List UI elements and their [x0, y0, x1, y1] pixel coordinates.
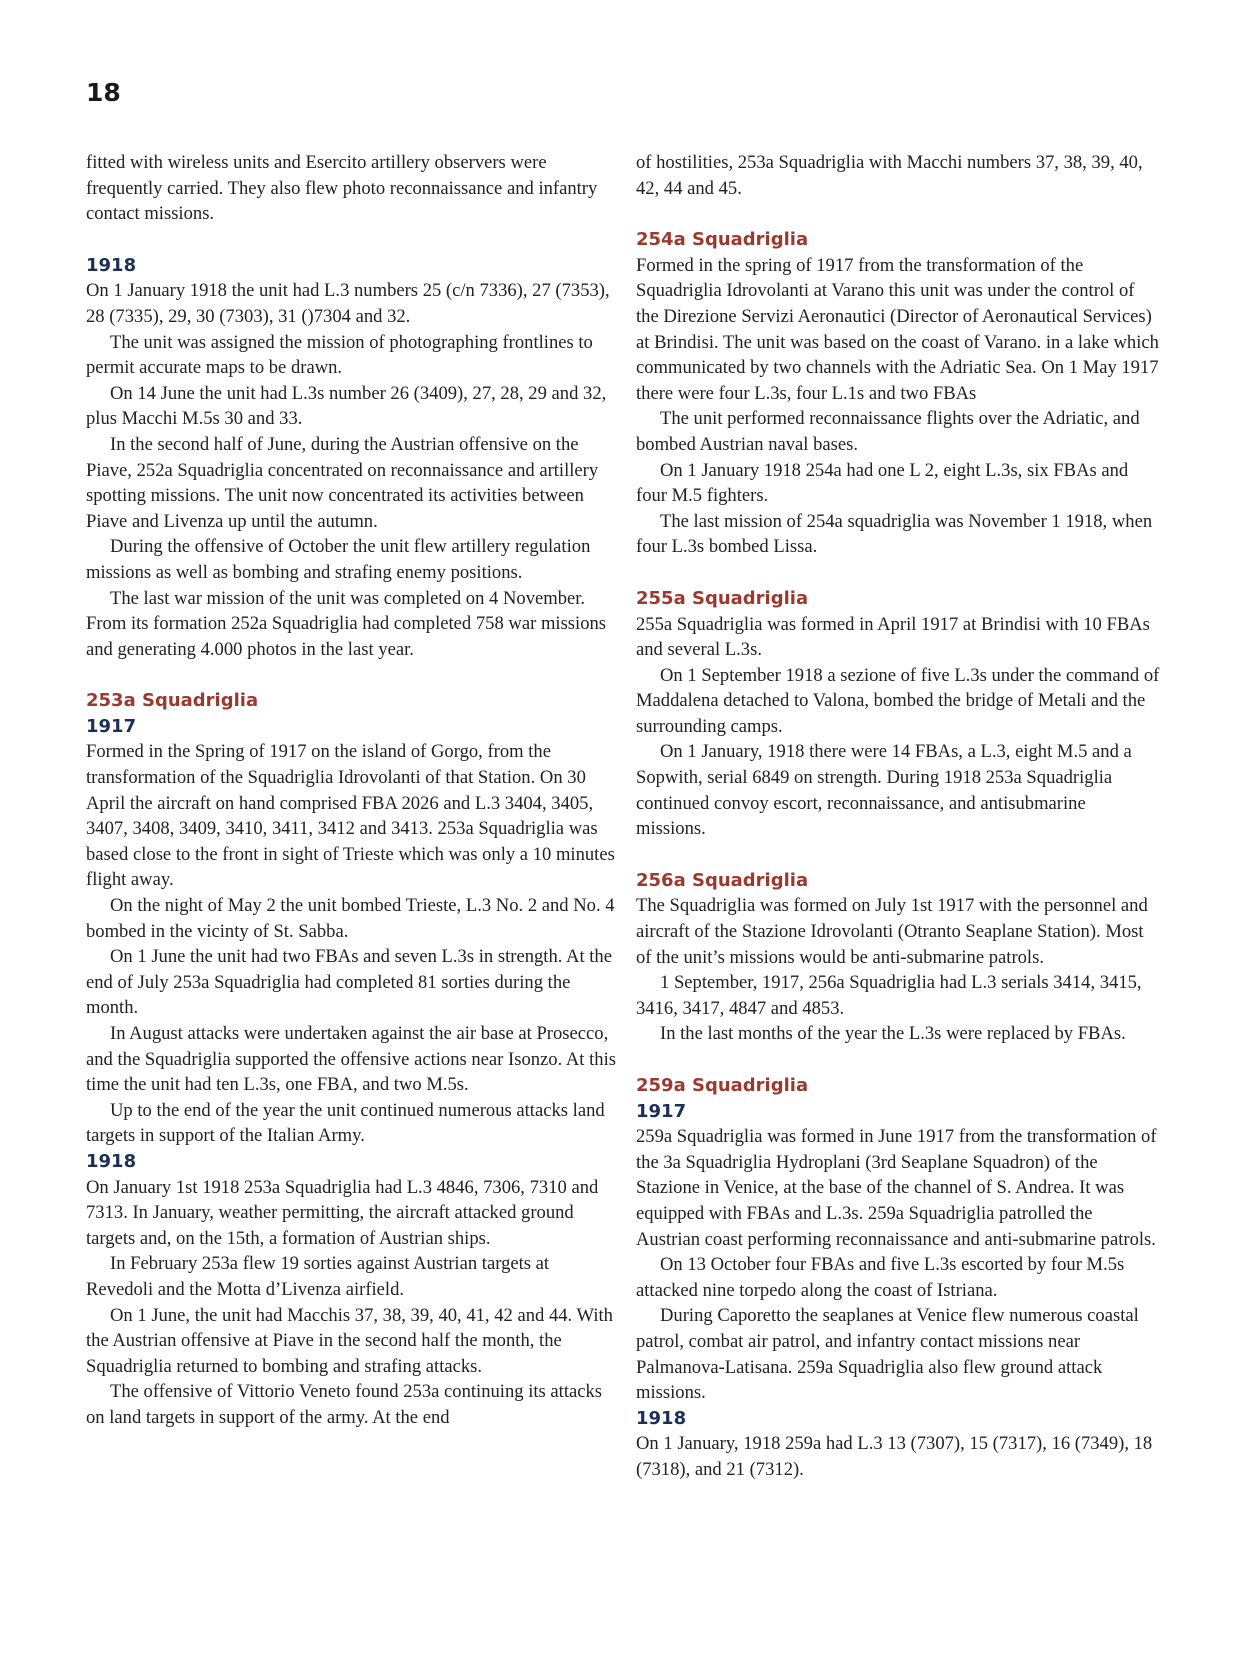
- paragraph: Formed in the Spring of 1917 on the island of Gorgo, from the transformation of the Squadriglia Idrovolanti of that Station. On 30 April the aircraft on hand comprised FBA 2026 and L.3 3404, 3405, 3407, 3408, 3409, 3410, 3411, 3412 and 3413. 253a Squadriglia was based close to the front in sight of Trieste which was only a 10 minutes flight away.: [86, 741, 615, 891]
- year-heading: 1917: [86, 715, 137, 737]
- paragraph: The offensive of Vittorio Veneto found 253a continuing its attacks on land targets in support of the army. At the end: [86, 1381, 603, 1428]
- paragraph: On 1 January, 1918 there were 14 FBAs, a L.3, eight M.5 and a Sopwith, serial 6849 on strength. During 1918 253a Squadriglia continued convoy escort, reconnaissance, and antisubmarine missions.: [636, 741, 1132, 840]
- paragraph: On 1 September 1918 a sezione of five L.3s under the command of Maddalena detached to Valona, bombed the bridge of Metali and the surrounding camps.: [636, 664, 1160, 737]
- paragraph: In the second half of June, during the Austrian offensive on the Piave, 252a Squadriglia concentrated on reconnaissance and artillery spotting missions. The unit now concentrated its activities between Piave and Livenza up until the autumn.: [86, 433, 599, 532]
- paragraph: The Squadriglia was formed on July 1st 1917 with the personnel and aircraft of the Stazione Idrovolanti (Otranto Seaplane Station). Most of the unit’s missions would be anti-submarine patrols.: [636, 895, 1148, 968]
- paragraph: On 1 June, the unit had Macchis 37, 38, 39, 40, 41, 42 and 44. With the Austrian offensive at Piave in the second half the month, the Squadriglia returned to bombing and strafing attacks.: [86, 1304, 613, 1377]
- section-heading-256a: 256a Squadriglia: [636, 869, 809, 891]
- left-column: [86, 150, 616, 1431]
- year-heading: 1917: [636, 1100, 687, 1122]
- paragraph: On 1 January 1918 the unit had L.3 numbers 25 (c/n 7336), 27 (7353), 28 (7335), 29, 30 (7303), 31 ()7304 and 32.: [86, 280, 610, 327]
- paragraph: On 1 June the unit had two FBAs and seven L.3s in strength. At the end of July 253a Squadriglia had completed 81 sorties during the month.: [86, 946, 612, 1019]
- paragraph: fitted with wireless units and Esercito artillery observers were frequently carried. They also flew photo reconnaissance and infantry contact missions.: [86, 152, 598, 225]
- section-heading-255a: 255a Squadriglia: [636, 587, 809, 609]
- page-number: 18: [86, 78, 121, 107]
- paragraph: The last war mission of the unit was completed on 4 November. From its formation 252a Squadriglia had completed 758 war missions and generating 4.000 photos in the last year.: [86, 587, 607, 660]
- paragraph: On January 1st 1918 253a Squadriglia had L.3 4846, 7306, 7310 and 7313. In January, weather permitting, the aircraft attacked ground targets and, on the 15th, a formation of Austrian ships.: [86, 1176, 599, 1249]
- paragraph: of hostilities, 253a Squadriglia with Macchi numbers 37, 38, 39, 40, 42, 44 and 45.: [636, 152, 1143, 199]
- paragraph: During Caporetto the seaplanes at Venice flew numerous coastal patrol, combat air patrol, and infantry contact missions near Palmanova-Latisana. 259a Squadriglia also flew ground attack missions.: [636, 1305, 1139, 1404]
- paragraph: During the offensive of October the unit flew artillery regulation missions as well as bombing and strafing enemy positions.: [86, 536, 591, 583]
- paragraph: On 1 January, 1918 259a had L.3 13 (7307), 15 (7317), 16 (7349), 18 (7318), and 21 (7312).: [636, 1433, 1153, 1480]
- paragraph: Formed in the spring of 1917 from the transformation of the Squadriglia Idrovolanti at Varano this unit was under the control of the Direzione Servizi Aeronautici (Director of Aeronautical Services) at Brindisi. The unit was based on the coast of Varano. in a lake which communicated by two channels with the Adriatic Sea. On 1 May 1917 there were four L.3s, four L.1s and two FBAs: [636, 254, 1159, 404]
- paragraph: The unit was assigned the mission of photographing frontlines to permit accurate maps to be drawn.: [86, 331, 593, 379]
- paragraph: In the last months of the year the L.3s were replaced by FBAs.: [660, 1023, 1126, 1045]
- right-column: [636, 150, 1160, 1483]
- year-heading: 1918: [86, 254, 137, 276]
- year-heading: 1918: [86, 1150, 137, 1172]
- paragraph: On 13 October four FBAs and five L.3s escorted by four M.5s attacked nine torpedo along the coast of Istriana.: [636, 1254, 1125, 1301]
- paragraph: 259a Squadriglia was formed in June 1917 from the transformation of the 3a Squadriglia Hydroplani (3rd Seaplane Squadron) of the Stazione in Venice, at the base of the channel of S. Andrea. It was equipped with FBAs and L.3s. 259a Squadriglia patrolled the Austrian coast performing reconnaissance and anti-submarine patrols.: [636, 1126, 1157, 1250]
- section-heading-259a: 259a Squadriglia: [636, 1075, 809, 1096]
- paragraph: On 14 June the unit had L.3s number 26 (3409), 27, 28, 29 and 32, plus Macchi M.5s 30 and 33.: [86, 382, 607, 430]
- paragraph: 255a Squadriglia was formed in April 1917 at Brindisi with 10 FBAs and several L.3s.: [636, 613, 1150, 661]
- section-heading-253a: 253a Squadriglia: [86, 690, 259, 712]
- section-heading-254a: 254a Squadriglia: [636, 229, 809, 251]
- paragraph: The unit performed reconnaissance flights over the Adriatic, and bombed Austrian naval bases.: [636, 408, 1140, 455]
- paragraph: In August attacks were undertaken against the air base at Prosecco, and the Squadriglia supported the offensive actions near Isonzo. At this time the unit had ten L.3s, one FBA, and two M.5s.: [86, 1023, 616, 1096]
- paragraph: On 1 January 1918 254a had one L 2, eight L.3s, six FBAs and four M.5 fighters.: [636, 459, 1129, 507]
- year-heading: 1918: [636, 1407, 687, 1429]
- paragraph: On the night of May 2 the unit bombed Trieste, L.3 No. 2 and No. 4 bombed in the vicinty of St. Sabba.: [86, 895, 615, 942]
- paragraph: The last mission of 254a squadriglia was November 1 1918, when four L.3s bombed Lissa.: [636, 510, 1153, 558]
- paragraph: Up to the end of the year the unit continued numerous attacks land targets in support of the Italian Army.: [86, 1099, 605, 1147]
- paragraph: 1 September, 1917, 256a Squadriglia had L.3 serials 3414, 3415, 3416, 3417, 4847 and 4853.: [636, 972, 1142, 1019]
- paragraph: In February 253a flew 19 sorties against Austrian targets at Revedoli and the Motta d’Livenza airfield.: [86, 1253, 550, 1300]
